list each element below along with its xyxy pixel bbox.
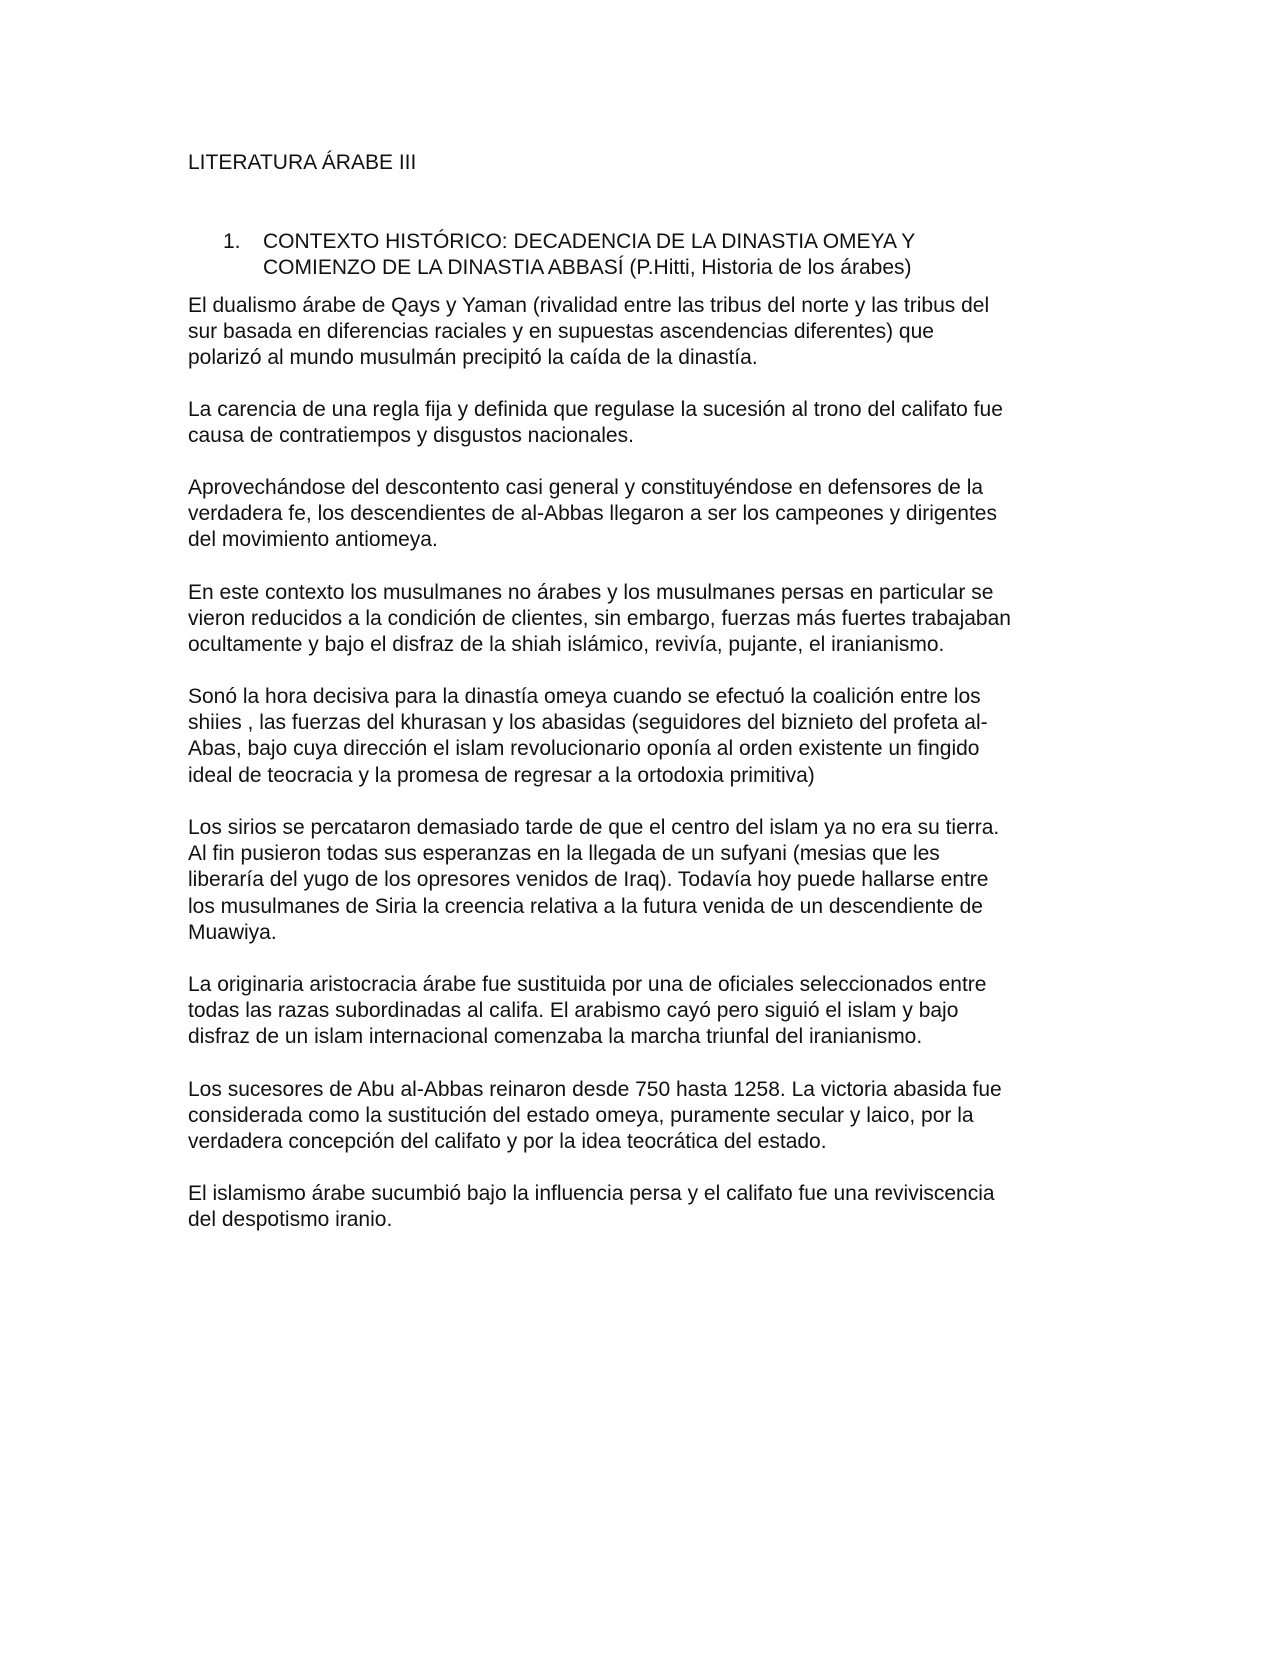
paragraph-line: ideal de teocracia y la promesa de regresar a la ortodoxia primitiva)	[188, 763, 815, 787]
paragraph-line: Al fin pusieron todas sus esperanzas en la llegada de un sufyani (mesias que les	[188, 842, 940, 866]
paragraph-line: los musulmanes de Siria la creencia relativa a la futura venida de un descendiente de	[188, 894, 983, 918]
paragraph-line: del movimiento antiomeya.	[188, 528, 438, 552]
paragraph-line: La carencia de una regla fija y definida que regulase la sucesión al trono del califato fue	[188, 398, 1003, 421]
paragraph-line: La originaria aristocracia árabe fue sustituida por una de oficiales seleccionados entre	[188, 973, 987, 996]
paragraph-line: Sonó la hora decisiva para la dinastía omeya cuando se efectuó la coalición entre los	[188, 685, 981, 708]
paragraph-line: shiies , las fuerzas del khurasan y los abasidas (seguidores del biznieto del profeta al-	[188, 711, 988, 735]
section-number: 1.	[223, 230, 241, 253]
section-heading-line: CONTEXTO HISTÓRICO: DECADENCIA DE LA DINASTIA OMEYA Y	[263, 230, 916, 253]
paragraph-line: sur basada en diferencias raciales y en supuestas ascendencias diferentes) que	[188, 320, 934, 344]
paragraph-line: Los sirios se percataron demasiado tarde de que el centro del islam ya no era su tierra.	[188, 816, 1000, 839]
paragraph-line: En este contexto los musulmanes no árabes y los musulmanes persas en particular se	[188, 581, 994, 604]
paragraph-7	[188, 972, 986, 1051]
section-heading	[223, 229, 1123, 281]
paragraph-line: ocultamente y bajo el disfraz de la shiah islámico, revivía, pujante, el iranianismo.	[188, 633, 945, 657]
paragraph-5	[188, 684, 988, 789]
paragraph-3	[188, 475, 997, 554]
paragraph-line: Los sucesores de Abu al-Abbas reinaron desde 750 hasta 1258. La victoria abasida fue	[188, 1078, 1002, 1101]
paragraph-line: todas las razas subordinadas al califa. El arabismo cayó pero siguió el islam y bajo	[188, 999, 959, 1023]
document-title: LITERATURA ÁRABE III	[188, 151, 417, 174]
paragraph-2	[188, 397, 1003, 449]
paragraph-9	[188, 1181, 995, 1233]
paragraph-line: Muawiya.	[188, 920, 277, 944]
section-heading-line: COMIENZO DE LA DINASTIA ABBASÍ (P.Hitti, Historia de los árabes)	[263, 256, 912, 280]
paragraph-line: causa de contratiempos y disgustos nacionales.	[188, 424, 634, 448]
paragraph-4	[188, 580, 1011, 659]
paragraph-line: Abas, bajo cuya dirección el islam revolucionario oponía al orden existente un fingido	[188, 737, 980, 761]
paragraph-line: polarizó al mundo musulmán precipitó la caída de la dinastía.	[188, 346, 758, 370]
paragraph-8	[188, 1077, 1002, 1156]
paragraph-line: Aprovechándose del descontento casi general y constituyéndose en defensores de la	[188, 476, 984, 499]
paragraph-line: El islamismo árabe sucumbió bajo la influencia persa y el califato fue una reviviscencia	[188, 1182, 995, 1205]
paragraph-line: del despotismo iranio.	[188, 1208, 393, 1232]
paragraph-line: El dualismo árabe de Qays y Yaman (rivalidad entre las tribus del norte y las tribus del	[188, 294, 990, 317]
paragraph-line: verdadera concepción del califato y por la idea teocrática del estado.	[188, 1130, 827, 1154]
paragraph-line: verdadera fe, los descendientes de al-Abbas llegaron a ser los campeones y dirigentes	[188, 502, 997, 526]
paragraph-1	[188, 293, 989, 372]
paragraph-line: considerada como la sustitución del estado omeya, puramente secular y laico, por la	[188, 1104, 974, 1128]
paragraph-6	[188, 815, 999, 946]
paragraph-line: vieron reducidos a la condición de clientes, sin embargo, fuerzas más fuertes trabajaban	[188, 607, 1011, 631]
paragraph-line: liberaría del yugo de los opresores venidos de Iraq). Todavía hoy puede hallarse entre	[188, 868, 989, 892]
paragraph-line: disfraz de un islam internacional comenzaba la marcha triunfal del iranianismo.	[188, 1025, 923, 1049]
